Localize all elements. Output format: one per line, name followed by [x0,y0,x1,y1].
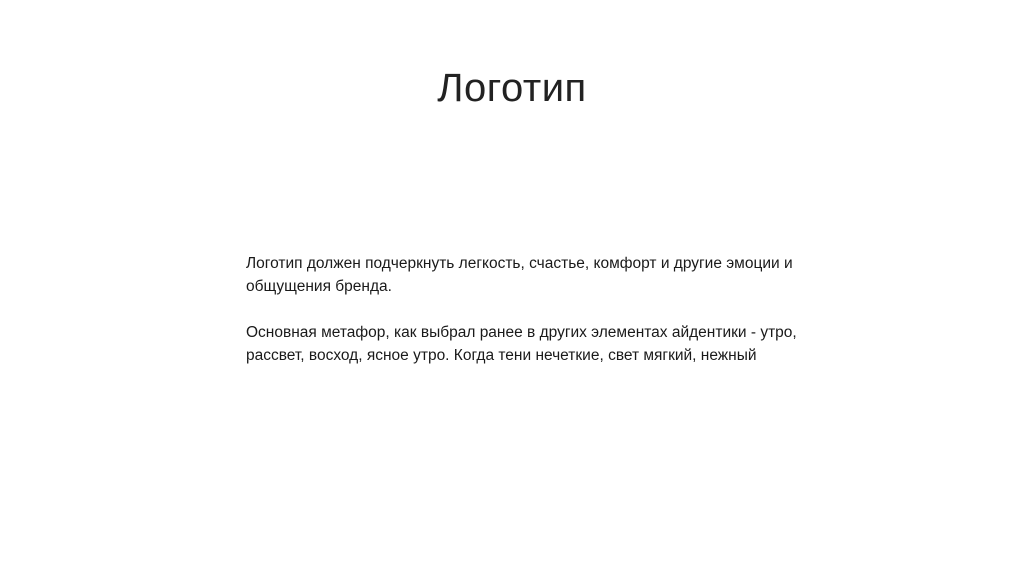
body-paragraph: Основная метафор, как выбрал ранее в других элементах айдентики - утро, рассвет, восход, ясное утро. Когда тени нечеткие, свет мягкий, нежный [246,324,797,364]
body-paragraph: Логотип должен подчеркнуть легкость, счастье, комфорт и другие эмоции и общущения бренда. [246,255,793,295]
slide-body [246,252,826,367]
slide-title: Логотип [437,66,587,110]
